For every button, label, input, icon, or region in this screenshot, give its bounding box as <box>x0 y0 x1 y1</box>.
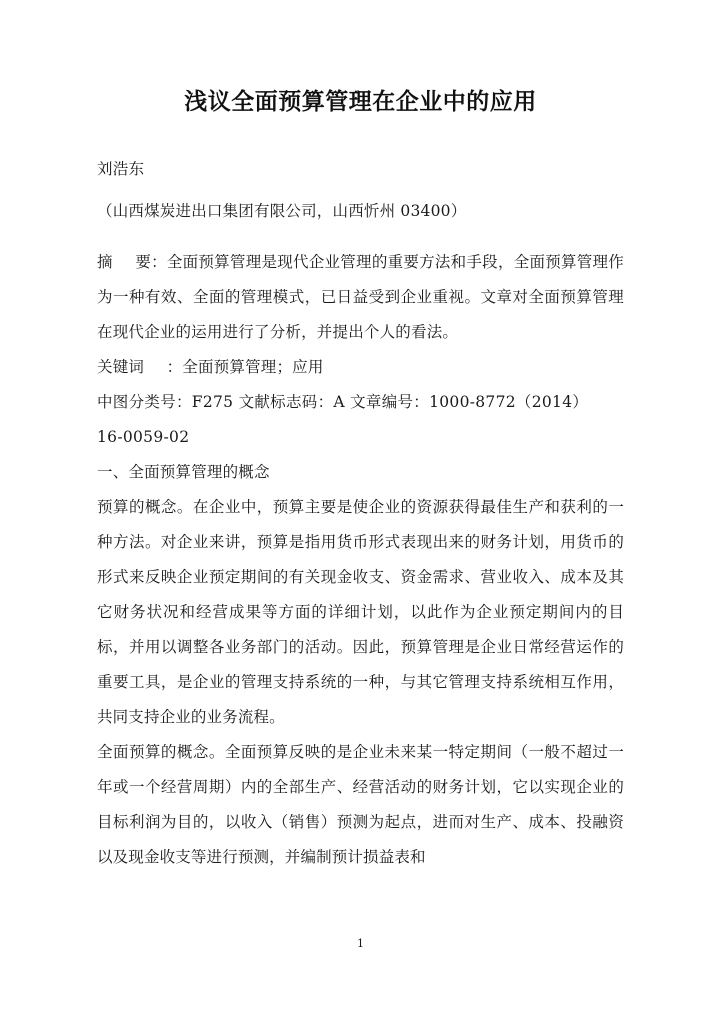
abstract-paragraph <box>97 245 624 350</box>
abstract-block <box>97 245 624 455</box>
abstract-text: 全面预算管理是现代企业管理的重要方法和手段，全面预算管理作为一种有效、全面的管理模式，已日益受到企业重视。文章对全面预算管理在现代企业的运用进行了分析，并提出个人的看法。 <box>97 253 625 342</box>
article-number-continuation: 16-0059-02 <box>97 428 190 447</box>
abstract-label-colon: 要： <box>135 253 167 272</box>
section-one <box>97 455 624 875</box>
keywords-text: ：全面预算管理；应用 <box>166 358 324 377</box>
author-name: 刘浩东 <box>97 160 145 179</box>
keywords-line <box>97 350 624 385</box>
keywords-label: 关键词 <box>97 358 145 377</box>
page-content <box>97 0 624 875</box>
section-heading-1: 一、全面预算管理的概念 <box>97 463 270 482</box>
body-paragraph-2: 全面预算的概念。全面预算反映的是企业未来某一特定期间（一般不超过一年或一个经营周期）内的全部生产、经营活动的财务计划，它以实现企业的目标利润为目的，以收入（销售）预测为起点，进而对生产、成本、投融资以及现金收支等进行预测，并编制预计损益表和 <box>97 743 624 867</box>
classification-line: 中图分类号：F275 文献标志码：A 文章编号：1000-8772（2014） <box>97 393 589 412</box>
page-title: 浅议全面预算管理在企业中的应用 <box>184 88 537 115</box>
author-block <box>97 162 624 219</box>
abstract-label: 摘 <box>97 253 113 272</box>
body-paragraph-1: 预算的概念。在企业中，预算主要是使企业的资源获得最佳生产和获利的一种方法。对企业来讲，预算是指用货币形式表现出来的财务计划，用货币的形式来反映企业预定期间的有关现金收支、资金需求、营业收入、成本及其它财务状况和经营成果等方面的详细计划，以此作为企业预定期间内的目标，并用以调整各业务部门的活动。因此，预算管理是企业日常经营运作的重要工具，是企业的管理支持系统的一种，与其它管理支持系统相互作用，共同支持企业的业务流程。 <box>97 498 624 727</box>
page-number: 1 <box>357 937 364 950</box>
author-affiliation: （山西煤炭进出口集团有限公司，山西忻州 03400） <box>97 201 467 220</box>
